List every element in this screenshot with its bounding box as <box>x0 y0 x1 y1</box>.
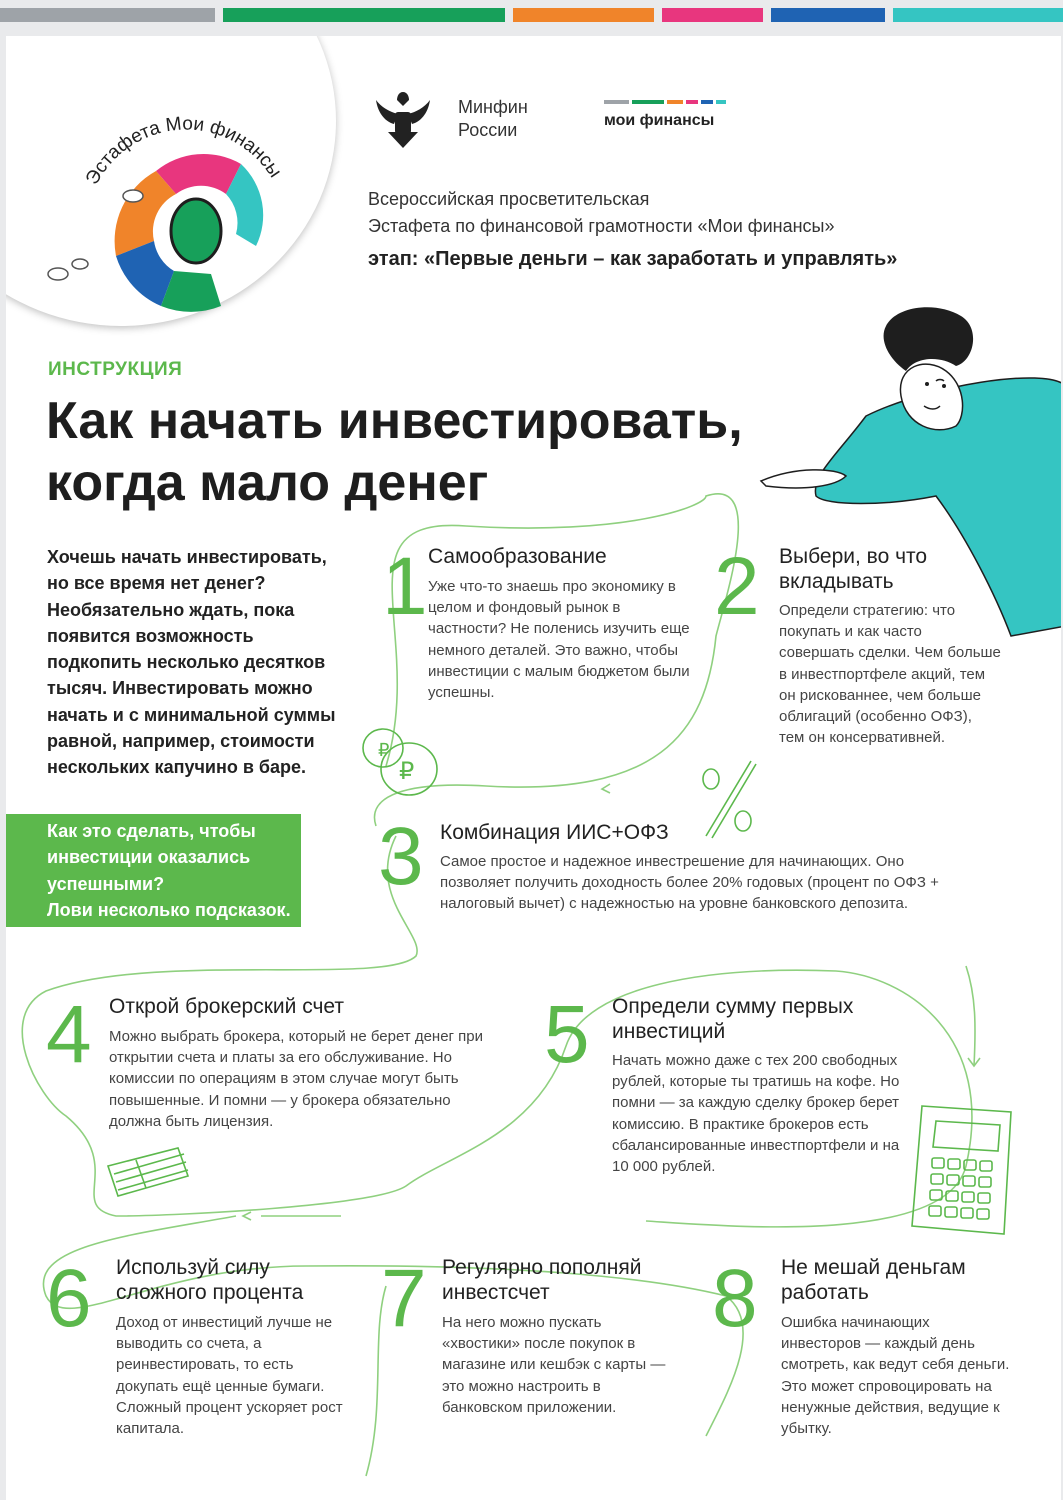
relay-subtitle <box>368 186 834 240</box>
relay-logo <box>36 76 316 326</box>
step-title-8: Не мешай деньгам работать <box>781 1256 966 1304</box>
minfin-line2: России <box>458 120 518 140</box>
svg-text:₽: ₽ <box>399 758 415 785</box>
color-segment-teal <box>893 8 1063 22</box>
step-title-4: Открой брокерский счет <box>109 995 345 1018</box>
double-headed-eagle-icon <box>368 82 438 154</box>
hint-line3: успешными? <box>47 873 165 894</box>
step-number-1: 1 <box>382 541 428 632</box>
color-segment-gray <box>0 8 215 22</box>
step-title-5: Определи сумму первых инвестиций <box>612 995 854 1043</box>
step-text-4: Можно выбрать брокера, который не берет денег при открытии счета и платы за его обслуживание. Но комиссии по операциям в этом случае могут быть повышенные. И помни — у брокера обязательно должна быть лицензия. <box>109 1028 484 1130</box>
moi-finansy-color-bar <box>604 100 726 106</box>
color-segment-pink <box>662 8 763 22</box>
hint-line1: Как это сделать, чтобы <box>47 821 256 841</box>
subtitle-line2: Эстафета по финансовой грамотности «Мои финансы» <box>368 216 835 236</box>
hint-line4: Лови несколько подсказок. <box>47 899 291 920</box>
moi-finansy-logo-text: мои финансы <box>604 112 715 129</box>
section-label: ИНСТРУКЦИЯ <box>48 359 183 380</box>
step-text-3: Самое простое и надежное инвестрешение для начинающих. Оно позволяет получить доходность более 20% годовых (процент по ОФЗ + налоговый вычет) с надежностью на уровне банковского депозита. <box>440 853 939 913</box>
step-title-3: Комбинация ИИС+ОФЗ <box>440 821 669 844</box>
step-number-7: 7 <box>381 1253 427 1344</box>
step-text-2: Определи стратегию: что покупать и как часто совершать сделки. Чем больше в инвестпортфеле акций, тем он рискованнее, чем больше облигаций (особенно ОФЗ), тем он консервативней. <box>779 602 1001 747</box>
logo-arc-text: Эстафета Мои финансы <box>81 113 286 189</box>
step-number-4: 4 <box>46 989 92 1080</box>
top-color-bar <box>0 8 1063 22</box>
hint-line2: инвестиции оказались <box>47 847 251 868</box>
step-title-1: Самообразование <box>428 545 607 568</box>
svg-text:₽: ₽ <box>378 740 390 760</box>
step-text-5: Начать можно даже с тех 200 свободных рублей, которые ты тратишь на кофе. Но помни — за каждую сделку брокер берет комиссию. В практике брокеров есть сбалансированные инвестпортфели и на 10 000 рублей. <box>612 1052 900 1176</box>
color-segment-green <box>223 8 505 22</box>
title-line1: Как начать инвестировать, <box>46 392 743 450</box>
step-text-1: Уже что-то знаешь про экономику в целом и фондовый рынок в частности? Не поленись изучить еще немного деталей. Это важно, чтобы инвестиции с малым бюджетом были успешны. <box>428 578 690 702</box>
step-text-6: Доход от инвестиций лучше не выводить со счета, а реинвестировать, то есть докупать ещё ценные бумаги. Сложный процент ускоряет рост капитала. <box>116 1314 343 1438</box>
hint-box <box>6 814 301 927</box>
title-line2: когда мало денег <box>46 454 489 512</box>
subtitle-line1: Всероссийская просветительская <box>368 189 650 209</box>
step-text-7: На него можно пускать «хвостики» после покупок в магазине или кешбэк с карты — это можно настроить в банковском приложении. <box>442 1314 666 1416</box>
step-number-6: 6 <box>46 1253 92 1344</box>
step-text-8: Ошибка начинающих инвесторов — каждый день смотреть, как ведут себя деньги. Это может спровоцировать на ненужные действия, ведущие к убытку. <box>781 1314 1010 1438</box>
step-title-2: Выбери, во что вкладывать <box>779 545 928 593</box>
step-title-7: Регулярно пополняй инвестсчет <box>442 1256 642 1304</box>
color-segment-orange <box>513 8 654 22</box>
minfin-line1: Минфин <box>458 97 528 117</box>
step-number-2: 2 <box>714 541 760 632</box>
step-number-3: 3 <box>378 811 424 902</box>
intro-text: Хочешь начать инвестировать, но все время нет денег? Необязательно ждать, пока появится возможность подкопить несколько десятков тысяч. Инвестировать можно начать и с минимальной суммы равной, например, стоимости нескольких капучино в баре. <box>47 547 336 778</box>
color-segment-blue <box>771 8 885 22</box>
page-title <box>46 390 846 514</box>
minfin-label <box>458 96 528 142</box>
step-number-5: 5 <box>544 989 590 1080</box>
step-title-6: Используй силу сложного процента <box>116 1256 304 1304</box>
poster-page <box>6 36 1061 1500</box>
step-number-8: 8 <box>712 1253 758 1344</box>
stage-title: этап: «Первые деньги – как заработать и управлять» <box>368 248 898 270</box>
